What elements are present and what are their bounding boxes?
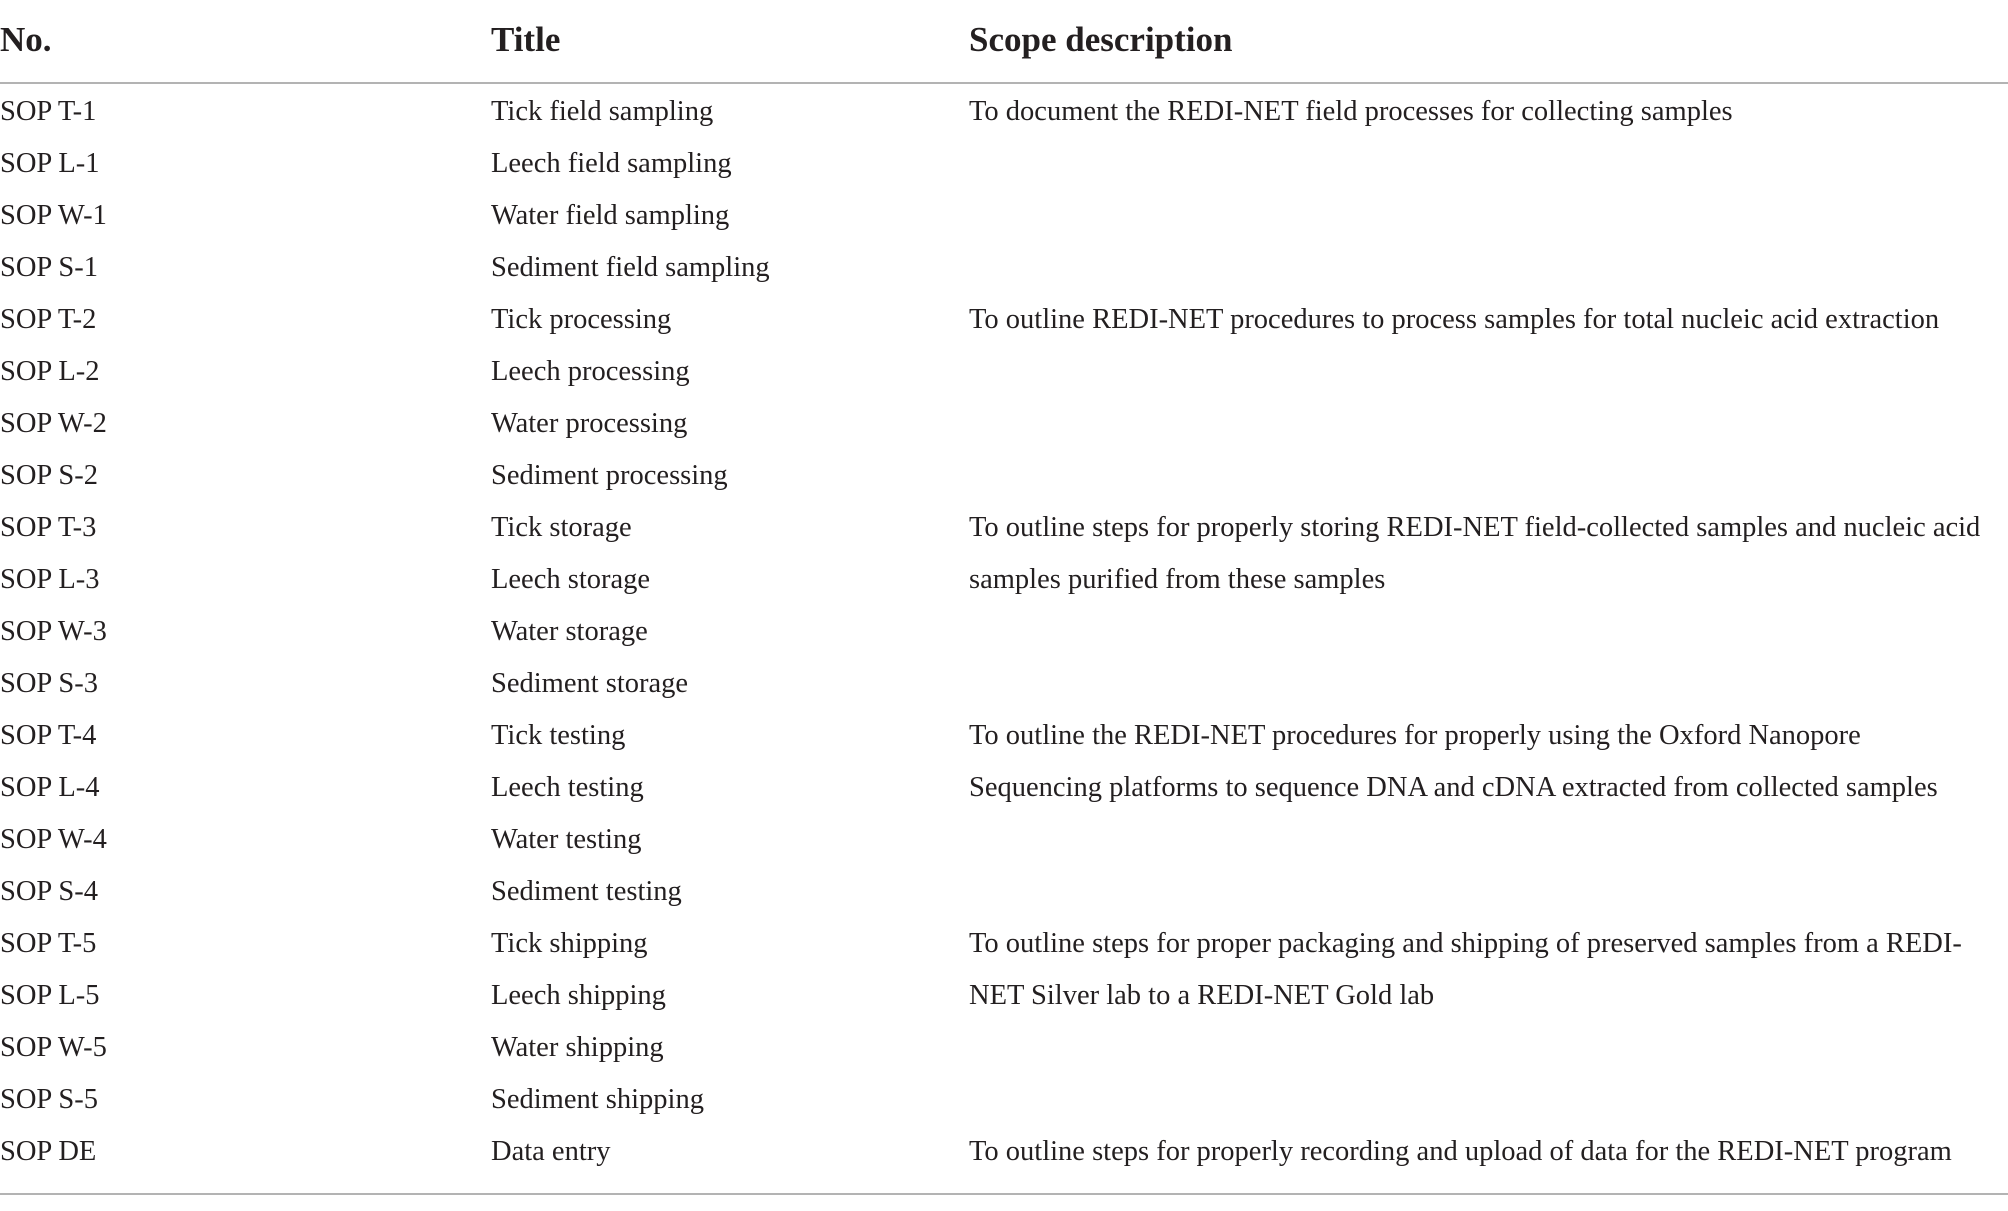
cell-title: Sediment field sampling bbox=[491, 252, 770, 283]
cell-title: Water testing bbox=[491, 824, 642, 855]
table-row bbox=[0, 658, 2008, 710]
cell-no: SOP L-5 bbox=[0, 980, 100, 1011]
cell-no: SOP T-1 bbox=[0, 96, 97, 127]
cell-title: Data entry bbox=[491, 1136, 611, 1167]
table-row bbox=[0, 970, 2008, 1022]
cell-title: Tick testing bbox=[491, 720, 626, 751]
cell-no: SOP S-3 bbox=[0, 668, 98, 699]
cell-title: Leech processing bbox=[491, 356, 690, 387]
table-header-row bbox=[0, 0, 2008, 84]
cell-title: Water field sampling bbox=[491, 200, 730, 231]
cell-no: SOP T-2 bbox=[0, 304, 97, 335]
cell-title: Sediment testing bbox=[491, 876, 682, 907]
cell-no: SOP W-3 bbox=[0, 616, 107, 647]
cell-title: Leech field sampling bbox=[491, 148, 732, 179]
cell-no: SOP W-5 bbox=[0, 1032, 107, 1063]
cell-title: Water shipping bbox=[491, 1032, 664, 1063]
scope-line: To outline steps for proper packaging and shipping of preserved samples from a REDI- bbox=[969, 928, 1962, 959]
table-row bbox=[0, 814, 2008, 866]
table-row bbox=[0, 866, 2008, 918]
header-no: No. bbox=[0, 20, 52, 59]
cell-no: SOP T-4 bbox=[0, 720, 97, 751]
cell-title: Leech storage bbox=[491, 564, 651, 595]
cell-no: SOP S-2 bbox=[0, 460, 98, 491]
cell-no: SOP T-5 bbox=[0, 928, 97, 959]
table-row bbox=[0, 398, 2008, 450]
cell-title: Tick field sampling bbox=[491, 96, 714, 127]
cell-title: Tick shipping bbox=[491, 928, 648, 959]
cell-title: Water storage bbox=[491, 616, 648, 647]
cell-scope-description bbox=[969, 294, 2008, 346]
table-row bbox=[0, 1022, 2008, 1074]
cell-no: SOP W-4 bbox=[0, 824, 107, 855]
header-title: Title bbox=[491, 20, 561, 59]
cell-no: SOP L-1 bbox=[0, 148, 100, 179]
table-row bbox=[0, 86, 2008, 138]
cell-no: SOP L-4 bbox=[0, 772, 100, 803]
cell-title: Tick storage bbox=[491, 512, 632, 543]
table-row bbox=[0, 138, 2008, 190]
cell-title: Sediment shipping bbox=[491, 1084, 704, 1115]
table-row bbox=[0, 450, 2008, 502]
scope-line: To document the REDI-NET field processes for collecting samples bbox=[969, 96, 1733, 127]
cell-title: Leech testing bbox=[491, 772, 644, 803]
cell-title: Leech shipping bbox=[491, 980, 666, 1011]
cell-title: Sediment processing bbox=[491, 460, 728, 491]
scope-line: To outline steps for properly storing REDI-NET field-collected samples and nucleic acid bbox=[969, 512, 1981, 543]
cell-title: Water processing bbox=[491, 408, 688, 439]
table-row bbox=[0, 294, 2008, 346]
table-bottom-rule bbox=[0, 1193, 2008, 1195]
table-row bbox=[0, 554, 2008, 606]
cell-scope-description bbox=[969, 1126, 2008, 1178]
table-row bbox=[0, 606, 2008, 658]
cell-no: SOP T-3 bbox=[0, 512, 97, 543]
cell-no: SOP L-3 bbox=[0, 564, 100, 595]
cell-no: SOP W-2 bbox=[0, 408, 107, 439]
scope-line: To outline REDI-NET procedures to process samples for total nucleic acid extraction bbox=[969, 304, 1940, 335]
table-row bbox=[0, 1126, 2008, 1178]
table-row bbox=[0, 190, 2008, 242]
cell-title: Sediment storage bbox=[491, 668, 689, 699]
cell-title: Tick processing bbox=[491, 304, 672, 335]
cell-no: SOP W-1 bbox=[0, 200, 107, 231]
scope-line: To outline the REDI-NET procedures for properly using the Oxford Nanopore bbox=[969, 720, 1861, 751]
table-row bbox=[0, 1074, 2008, 1126]
table-row bbox=[0, 242, 2008, 294]
cell-no: SOP S-5 bbox=[0, 1084, 98, 1115]
cell-no: SOP S-1 bbox=[0, 252, 98, 283]
table-body bbox=[0, 84, 2008, 1178]
scope-line: Sequencing platforms to sequence DNA and cDNA extracted from collected samples bbox=[969, 772, 1938, 803]
cell-scope-description bbox=[969, 86, 2008, 138]
table-row bbox=[0, 346, 2008, 398]
table-row bbox=[0, 762, 2008, 814]
scope-line: To outline steps for properly recording and upload of data for the REDI-NET program bbox=[969, 1136, 1952, 1167]
cell-no: SOP L-2 bbox=[0, 356, 100, 387]
header-scope-description: Scope description bbox=[969, 20, 1233, 59]
cell-no: SOP DE bbox=[0, 1136, 97, 1167]
scope-line: samples purified from these samples bbox=[969, 564, 1386, 595]
cell-no: SOP S-4 bbox=[0, 876, 98, 907]
scope-line: NET Silver lab to a REDI-NET Gold lab bbox=[969, 980, 1435, 1011]
